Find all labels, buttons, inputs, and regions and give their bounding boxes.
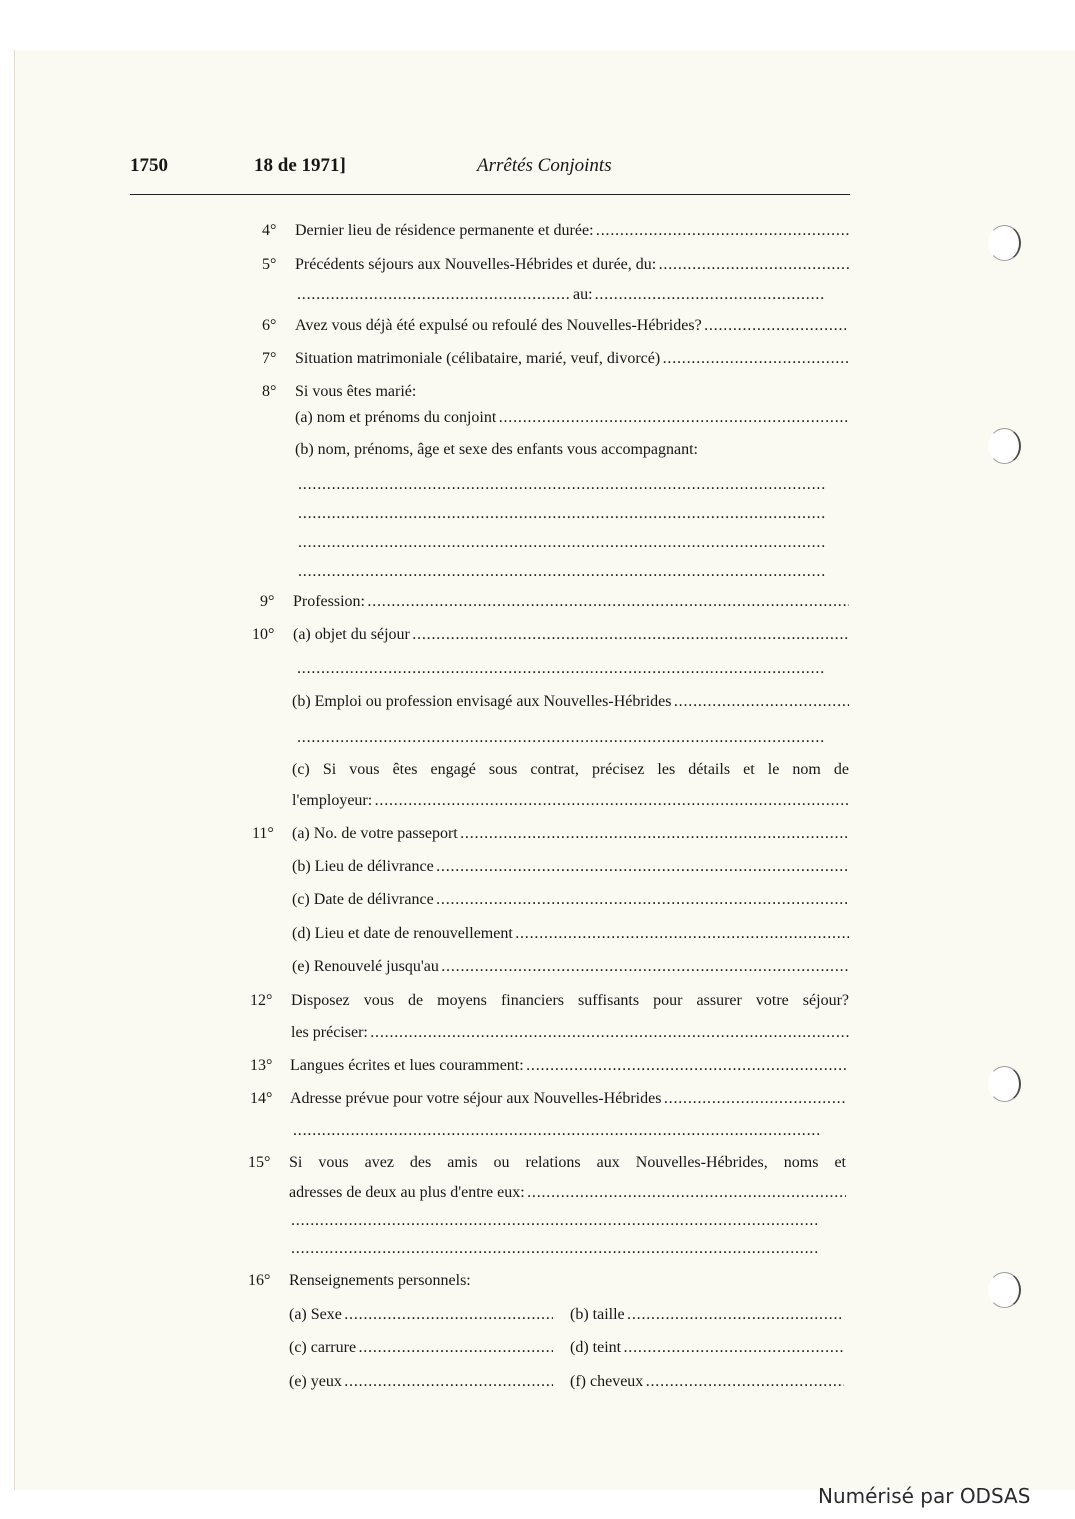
- digitization-credit: Numérisé par ODSAS: [818, 1484, 1031, 1508]
- item-number: 15°: [248, 1154, 271, 1171]
- punch-hole: [988, 225, 1021, 261]
- sub-question: (b) nom, prénoms, âge et sexe des enfants vous accompagnant:: [295, 441, 698, 458]
- item-number: 11°: [252, 825, 274, 842]
- fill-line: [298, 562, 849, 582]
- question-text: Si vous avez des amis ou relations aux Nouvelles-Hébrides, noms et: [289, 1154, 846, 1171]
- item-number: 8°: [262, 383, 277, 400]
- question-text: Avez vous déjà été expulsé ou refoulé des Nouvelles-Hébrides? . . .: [295, 316, 849, 336]
- item-number: 7°: [262, 350, 277, 367]
- question-text: Langues écrites et lues couramment: . . .: [290, 1056, 847, 1076]
- page-number: 1750: [130, 155, 168, 176]
- question-text: Adresse prévue pour votre séjour aux Nouvelles-Hébrides . . .: [290, 1089, 847, 1109]
- sub-question: (d) Lieu et date de renouvellement . . .: [292, 924, 849, 944]
- fill-line: [293, 1121, 847, 1141]
- question-text: Disposez vous de moyens financiers suffisants pour assurer votre séjour?: [291, 992, 849, 1009]
- fill-line: [291, 1239, 846, 1259]
- question-continuation: les préciser: . . .: [291, 1023, 849, 1043]
- personal-field: (c) carrure . . .: [289, 1338, 553, 1358]
- fill-line: [297, 659, 849, 679]
- question-text: Profession: . . .: [293, 592, 849, 612]
- question-text: Si vous êtes marié:: [295, 383, 417, 400]
- page-title: Arrêtés Conjoints: [477, 155, 612, 176]
- fill-line: [298, 533, 849, 553]
- punch-hole: [988, 1272, 1021, 1308]
- question-text: Précédents séjours aux Nouvelles-Hébrides et durée, du: . . .: [295, 255, 849, 275]
- question-text: Renseignements personnels:: [289, 1272, 471, 1289]
- item-number: 9°: [260, 593, 275, 610]
- fill-line: [291, 1211, 846, 1231]
- fill-line: [297, 728, 849, 748]
- punch-hole: [988, 428, 1021, 464]
- item-number: 10°: [252, 626, 275, 643]
- sub-question: l'employeur: . . .: [292, 791, 849, 811]
- punch-hole: [988, 1066, 1021, 1102]
- sub-question: (a) objet du séjour . . .: [293, 625, 849, 645]
- personal-field: (b) taille . . .: [570, 1305, 844, 1325]
- personal-field: (d) teint . . .: [570, 1338, 844, 1358]
- sub-question: (b) Lieu de délivrance . . .: [292, 857, 849, 877]
- question-continuation: adresses de deux au plus d'entre eux: . . .: [289, 1183, 846, 1203]
- sub-question: (b) Emploi ou profession envisagé aux Nouvelles-Hébrides . . .: [292, 692, 849, 712]
- item-number: 12°: [250, 992, 273, 1009]
- fill-line: [298, 475, 849, 495]
- sub-question: (e) Renouvelé jusqu'au . . .: [292, 957, 849, 977]
- sub-question: (c) Si vous êtes engagé sous contrat, précisez les détails et le nom de: [292, 761, 849, 778]
- item-number: 5°: [262, 256, 277, 273]
- item-number: 16°: [248, 1272, 271, 1289]
- question-text: Dernier lieu de résidence permanente et durée: . . .: [295, 221, 849, 241]
- act-reference: 18 de 1971]: [254, 155, 346, 176]
- personal-field: (a) Sexe . . .: [289, 1305, 553, 1325]
- item-number: 6°: [262, 317, 277, 334]
- sub-question: (c) Date de délivrance . . .: [292, 890, 849, 910]
- item-number: 14°: [250, 1090, 273, 1107]
- item-number: 13°: [250, 1057, 273, 1074]
- personal-field: (e) yeux . . .: [289, 1372, 553, 1392]
- question-continuation: au:: [573, 286, 593, 303]
- question-text: Situation matrimoniale (célibataire, marié, veuf, divorcé) . . .: [295, 349, 849, 369]
- personal-field: (f) cheveux . . .: [570, 1372, 844, 1392]
- fill-line: [298, 504, 849, 524]
- header-rule: [130, 194, 850, 195]
- item-number: 4°: [262, 222, 277, 239]
- sub-question: (a) nom et prénoms du conjoint . . .: [295, 408, 849, 428]
- sub-question: (a) No. de votre passeport . . .: [292, 824, 849, 844]
